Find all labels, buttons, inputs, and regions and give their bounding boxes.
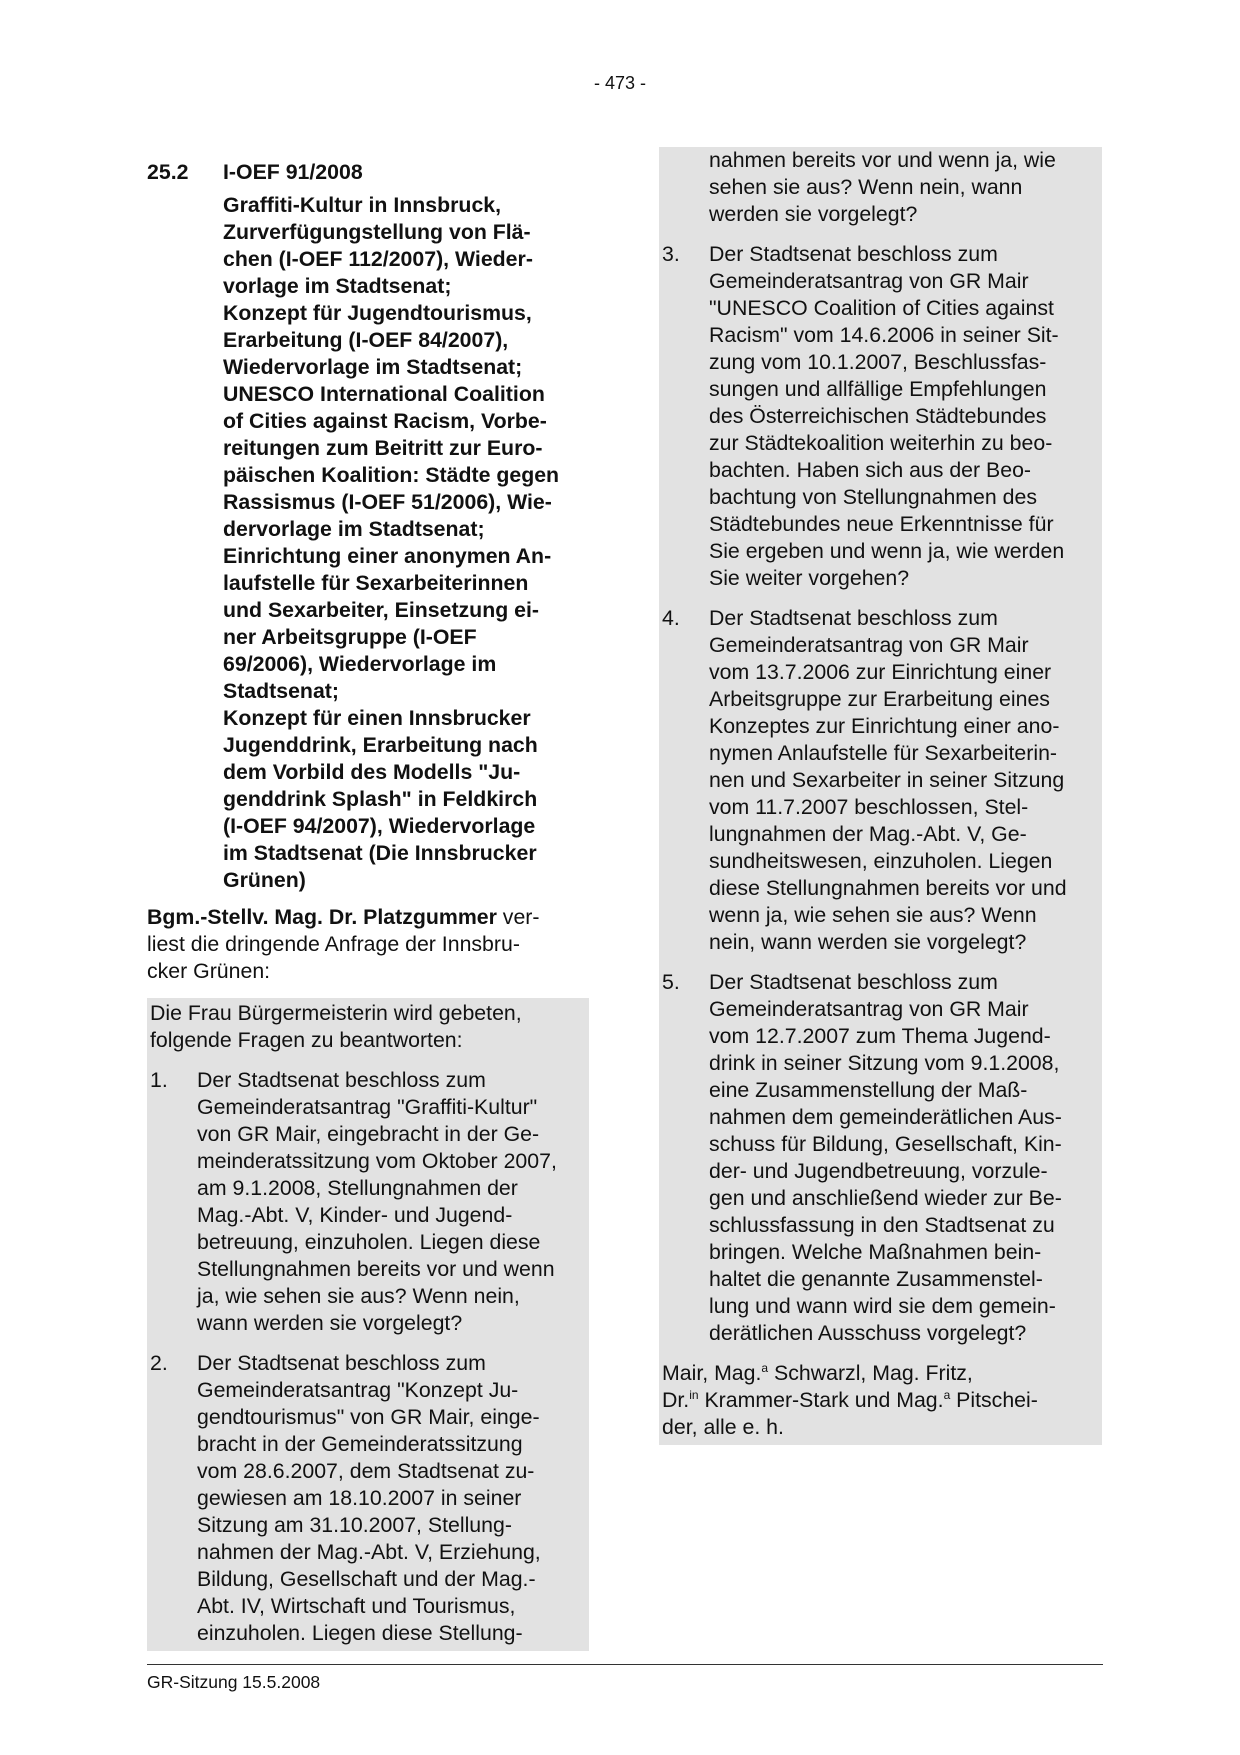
text-line: vom 11.7.2007 beschlossen, Stel- [709, 795, 1029, 819]
text-line: Der Stadtsenat beschloss zum [709, 970, 998, 994]
subject-line: Konzept für einen Innsbrucker [223, 706, 531, 730]
text-line: Gemeinderatsantrag von GR Mair [709, 269, 1029, 293]
left-column [147, 159, 589, 1651]
text-line: gen und anschließend wieder zur Be- [709, 1186, 1062, 1210]
question-list-continued [662, 241, 1098, 1347]
text-line: gendtourismus" von GR Mair, einge- [197, 1405, 540, 1429]
text-line: zung vom 10.1.2007, Beschlussfas- [709, 350, 1047, 374]
question-item [662, 969, 1098, 1347]
subject-line: im Stadtsenat (Die Innsbrucker [223, 841, 537, 865]
superscript: in [689, 1387, 699, 1402]
signatory-text: Schwarzl, Mag. Fritz, [768, 1361, 973, 1385]
text-line: bracht in der Gemeinderatssitzung [197, 1432, 523, 1456]
text-line: zur Städtekoalition weiterhin zu beo- [709, 431, 1053, 455]
signatory-text: Dr. [662, 1388, 690, 1412]
text-line: nen und Sexarbeiter in seiner Sitzung [709, 768, 1065, 792]
text-line: Gemeinderatsantrag "Konzept Ju- [197, 1378, 519, 1402]
text-line: am 9.1.2008, Stellungnahmen der [197, 1176, 518, 1200]
text-line: von GR Mair, eingebracht in der Ge- [197, 1122, 540, 1146]
signatories [662, 1360, 1098, 1445]
question-number: 4. [662, 606, 680, 630]
text-line: meinderatssitzung vom Oktober 2007, [197, 1149, 557, 1173]
superscript: a [761, 1360, 769, 1375]
question-text [197, 1067, 585, 1337]
signatory-text: Krammer-Stark und Mag. [698, 1388, 944, 1412]
right-column [659, 147, 1102, 1445]
question-text [709, 241, 1098, 592]
text-line: vom 28.6.2007, dem Stadtsenat zu- [197, 1459, 535, 1483]
subject-line: Einrichtung einer anonymen An- [223, 544, 552, 568]
text-line: Sitzung am 31.10.2007, Stellung- [197, 1513, 512, 1537]
inquiry-text-block-continued [659, 147, 1102, 1445]
signatory-text: der, alle e. h. [662, 1415, 784, 1439]
subject-line: Graffiti-Kultur in Innsbruck, [223, 193, 502, 217]
question-number: 2. [150, 1351, 168, 1375]
text-line: Sie ergeben und wenn ja, wie werden [709, 539, 1065, 563]
subject-line: päischen Koalition: Städte gegen [223, 463, 560, 487]
subject-line: Jugenddrink, Erarbeitung nach [223, 733, 538, 757]
subject-line: Stadtsenat; [223, 679, 339, 703]
question-number: 3. [662, 242, 680, 266]
text-line: diese Stellungnahmen bereits vor und [709, 876, 1067, 900]
question-text [197, 1350, 585, 1647]
page-number: - 473 - [593, 73, 647, 93]
text-line: einzuholen. Liegen diese Stellung- [197, 1621, 523, 1645]
subject-line: chen (I-OEF 112/2007), Wieder- [223, 247, 533, 271]
text-line: "UNESCO Coalition of Cities against [709, 296, 1054, 320]
subject-line: vorlage im Stadtsenat; [223, 274, 452, 298]
footer-session-date: GR-Sitzung 15.5.2008 [147, 1672, 321, 1692]
text-line: Bildung, Gesellschaft und der Mag.- [197, 1567, 536, 1591]
agenda-item-subject [223, 192, 589, 894]
text-line: eine Zusammenstellung der Maß- [709, 1078, 1028, 1102]
agenda-item-heading [147, 159, 589, 186]
text-line: Abt. IV, Wirtschaft und Tourismus, [197, 1594, 516, 1618]
signatory-text: Mair, Mag. [662, 1361, 762, 1385]
question-item [150, 1350, 585, 1647]
question-text [709, 605, 1098, 956]
text-line: Der Stadtsenat beschloss zum [197, 1068, 486, 1092]
text-line: Gemeinderatsantrag von GR Mair [709, 997, 1029, 1021]
text-line: lungnahmen der Mag.-Abt. V, Ge- [709, 822, 1027, 846]
text-line: Mag.-Abt. V, Kinder- und Jugend- [197, 1203, 513, 1227]
intro-paragraph [147, 904, 589, 985]
subject-line: Konzept für Jugendtourismus, [223, 301, 532, 325]
question-text [709, 969, 1098, 1347]
text-line: betreuung, einzuholen. Liegen diese [197, 1230, 541, 1254]
question-item [662, 605, 1098, 956]
subject-line: of Cities against Racism, Vorbe- [223, 409, 547, 433]
text-line: nahmen bereits vor und wenn ja, wie [709, 148, 1056, 172]
question-2-continuation [662, 147, 1098, 228]
text-line: Sie weiter vorgehen? [709, 566, 910, 590]
superscript: a [943, 1387, 951, 1402]
subject-line: reitungen zum Beitritt zur Euro- [223, 436, 543, 460]
text-line: sundheitswesen, einzuholen. Liegen [709, 849, 1053, 873]
text-line: Städtebundes neue Erkenntnisse für [709, 512, 1054, 536]
text-line: des Österreichischen Städtebundes [709, 404, 1047, 428]
inquiry-text-block [147, 998, 589, 1651]
text-line: wenn ja, wie sehen sie aus? Wenn [709, 903, 1037, 927]
subject-line: dem Vorbild des Modells "Ju- [223, 760, 521, 784]
text-line: Der Stadtsenat beschloss zum [197, 1351, 486, 1375]
text-line: ja, wie sehen sie aus? Wenn nein, [197, 1284, 520, 1308]
text-line: Der Stadtsenat beschloss zum [709, 242, 998, 266]
text-line: vom 12.7.2007 zum Thema Jugend- [709, 1024, 1051, 1048]
text-line: nymen Anlaufstelle für Sexarbeiterin- [709, 741, 1058, 765]
text-line: wann werden sie vorgelegt? [197, 1311, 463, 1335]
subject-line: Rassismus (I-OEF 51/2006), Wie- [223, 490, 552, 514]
subject-line: laufstelle für Sexarbeiterinnen [223, 571, 529, 595]
footer-divider [147, 1664, 1103, 1665]
text-line: sungen und allfällige Empfehlungen [709, 377, 1047, 401]
text-line: Arbeitsgruppe zur Erarbeitung eines [709, 687, 1050, 711]
text-line: Racism" vom 14.6.2006 in seiner Sit- [709, 323, 1059, 347]
text-line: lung und wann wird sie dem gemein- [709, 1294, 1056, 1318]
question-number: 5. [662, 970, 680, 994]
text-line: schlussfassung in den Stadtsenat zu [709, 1213, 1055, 1237]
text-line: vom 13.7.2006 zur Einrichtung einer [709, 660, 1052, 684]
text-line: nahmen dem gemeinderätlichen Aus- [709, 1105, 1062, 1129]
subject-line: Erarbeitung (I-OEF 84/2007), [223, 328, 509, 352]
text-line: Gemeinderatsantrag "Graffiti-Kultur" [197, 1095, 538, 1119]
text-line: sehen sie aus? Wenn nein, wann [709, 175, 1023, 199]
text-line: der- und Jugendbetreuung, vorzule- [709, 1159, 1048, 1183]
text-line: Gemeinderatsantrag von GR Mair [709, 633, 1029, 657]
intro-line1-rest: ver- [496, 905, 540, 929]
text-line: Der Stadtsenat beschloss zum [709, 606, 998, 630]
subject-line: (I-OEF 94/2007), Wiedervorlage [223, 814, 536, 838]
subject-line: Wiedervorlage im Stadtsenat; [223, 355, 523, 379]
request-paragraph [150, 1000, 585, 1054]
text-line: schuss für Bildung, Gesellschaft, Kin- [709, 1132, 1062, 1156]
question-number: 1. [150, 1068, 168, 1092]
subject-line: Zurverfügungstellung von Flä- [223, 220, 531, 244]
signatory-text: Pitschei- [950, 1388, 1038, 1412]
intro-line2: liest die dringende Anfrage der Innsbru- [147, 932, 520, 956]
question-list [150, 1067, 585, 1647]
subject-line: UNESCO International Coalition [223, 382, 545, 406]
subject-line: ner Arbeitsgruppe (I-OEF [223, 625, 477, 649]
text-line: Konzeptes zur Einrichtung einer ano- [709, 714, 1060, 738]
question-item [662, 241, 1098, 592]
subject-line: und Sexarbeiter, Einsetzung ei- [223, 598, 539, 622]
question-item [150, 1067, 585, 1337]
speaker-name: Bgm.-Stellv. Mag. Dr. Platzgummer [147, 905, 497, 929]
agenda-item-number: 25.2 [147, 160, 189, 184]
subject-line: genddrink Splash" in Feldkirch [223, 787, 538, 811]
text-line: nahmen der Mag.-Abt. V, Erziehung, [197, 1540, 541, 1564]
intro-line3: cker Grünen: [147, 959, 271, 983]
subject-line: Grünen) [223, 868, 306, 892]
request-line: Die Frau Bürgermeisterin wird gebeten, [150, 1001, 522, 1025]
text-line: haltet die genannte Zusammenstel- [709, 1267, 1043, 1291]
text-line: derätlichen Ausschuss vorgelegt? [709, 1321, 1027, 1345]
text-line: Stellungnahmen bereits vor und wenn [197, 1257, 555, 1281]
subject-line: dervorlage im Stadtsenat; [223, 517, 485, 541]
request-line: folgende Fragen zu beantworten: [150, 1028, 463, 1052]
text-line: bachtung von Stellungnahmen des [709, 485, 1037, 509]
text-line: bachten. Haben sich aus der Beo- [709, 458, 1032, 482]
text-line: gewiesen am 18.10.2007 in seiner [197, 1486, 522, 1510]
text-line: drink in seiner Sitzung vom 9.1.2008, [709, 1051, 1060, 1075]
text-line: nein, wann werden sie vorgelegt? [709, 930, 1027, 954]
text-line: bringen. Welche Maßnahmen bein- [709, 1240, 1042, 1264]
text-line: werden sie vorgelegt? [709, 202, 918, 226]
subject-line: 69/2006), Wiedervorlage im [223, 652, 497, 676]
agenda-item-code: I-OEF 91/2008 [223, 160, 363, 184]
